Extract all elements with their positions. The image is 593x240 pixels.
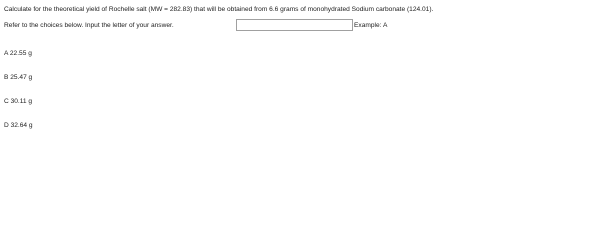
choice-b: B 25.47 g [4,74,33,81]
choice-c: C 30.11 g [4,98,33,105]
choice-a: A 22.55 g [4,50,32,57]
example-text: Example: A [354,22,388,29]
question-text: Calculate for the theoretical yield of Rochelle salt (MW = 282.83) that will be obtained from 6.6 grams of monohydrated Sodium carbonate (124.01). [4,6,434,13]
choices-list [4,49,33,145]
answer-row [4,19,589,31]
choice-d: D 32.64 g [4,122,33,129]
instruction-text: Refer to the choices below. Input the letter of your answer. [4,22,174,29]
answer-input[interactable] [236,19,353,31]
